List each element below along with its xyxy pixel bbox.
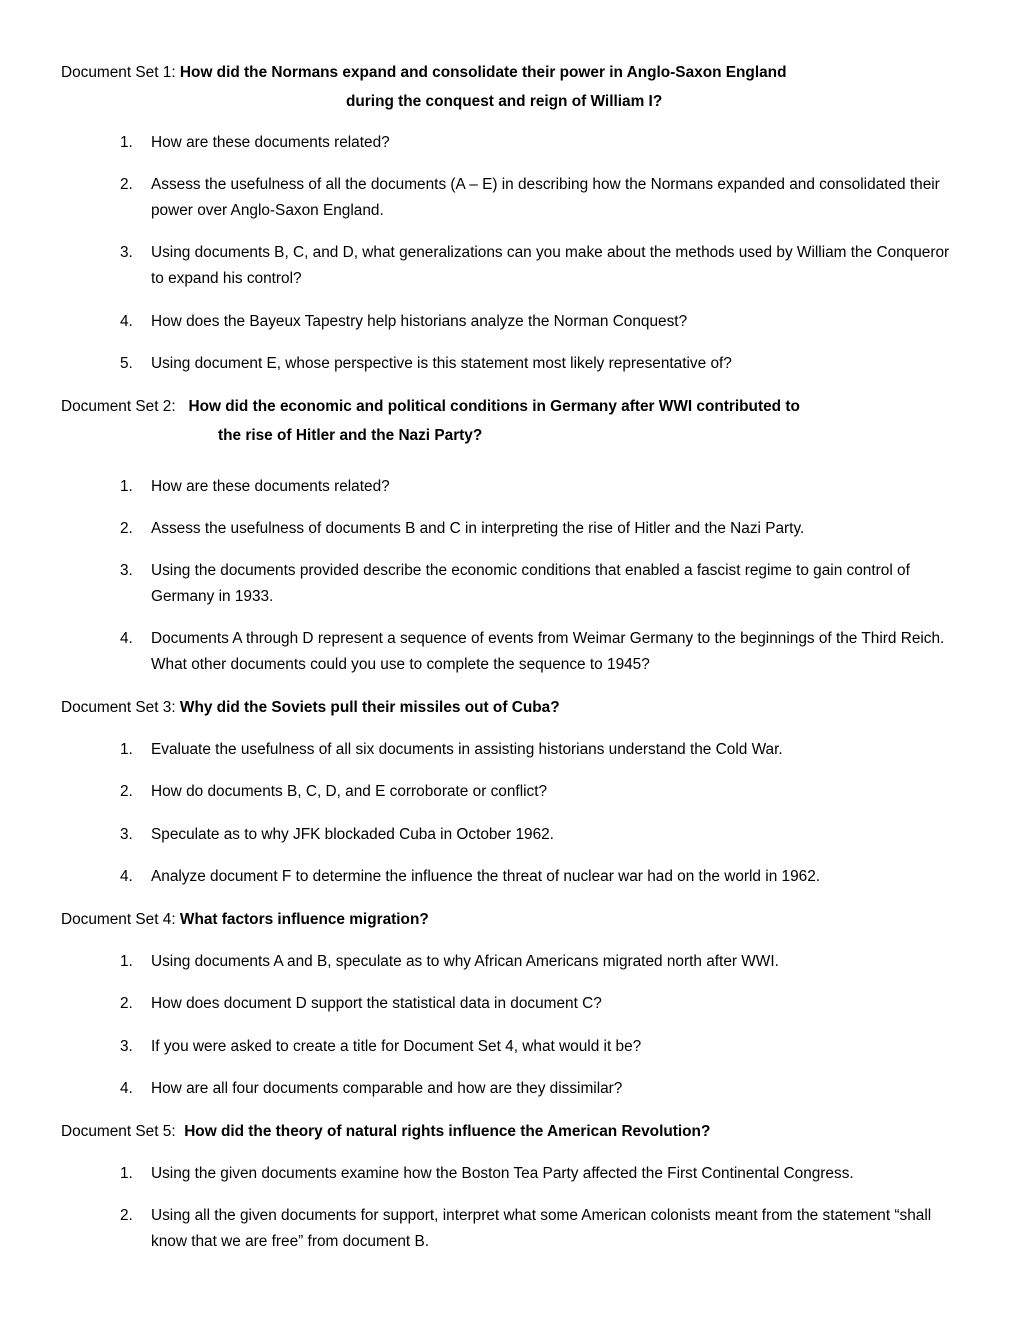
question-text: Assess the usefulness of all the documents (A – E) in describing how the Normans expanded and consolidated their power over Anglo-Saxon England. <box>151 176 940 219</box>
question-number: 1. <box>120 478 133 495</box>
question-number: 2. <box>120 995 133 1012</box>
question-text: How are these documents related? <box>151 134 390 151</box>
set-2-heading <box>61 393 800 421</box>
question-number: 4. <box>120 1080 133 1097</box>
set-2-question-2 <box>120 516 950 542</box>
question-text: How are these documents related? <box>151 478 390 495</box>
question-text: Using documents A and B, speculate as to why African Americans migrated north after WWI. <box>151 953 779 970</box>
question-number: 2. <box>120 176 133 193</box>
set-1-question-5 <box>120 351 950 377</box>
set-5-question: How did the theory of natural rights influence the American Revolution? <box>184 1123 711 1140</box>
set-2-question-4 <box>120 626 950 678</box>
question-number: 1. <box>120 134 133 151</box>
question-text: Evaluate the usefulness of all six documents in assisting historians understand the Cold War. <box>151 741 783 758</box>
question-text: How do documents B, C, D, and E corroborate or conflict? <box>151 783 548 800</box>
question-number: 1. <box>120 953 133 970</box>
question-number: 2. <box>120 520 133 537</box>
set-5-heading <box>61 1118 710 1146</box>
set-1-question-1 <box>120 130 950 156</box>
question-text: Speculate as to why JFK blockaded Cuba in October 1962. <box>151 826 554 843</box>
question-number: 1. <box>120 1165 133 1182</box>
question-text: If you were asked to create a title for Document Set 4, what would it be? <box>151 1038 642 1055</box>
question-text: Using the given documents examine how the Boston Tea Party affected the First Continental Congress. <box>151 1165 854 1182</box>
question-text: Documents A through D represent a sequence of events from Weimar Germany to the beginnings of the Third Reich. What other documents could you use to complete the sequence to 1945? <box>151 630 945 673</box>
set-2-question-line2: the rise of Hitler and the Nazi Party? <box>218 427 483 444</box>
question-text: Using documents B, C, and D, what generalizations can you make about the methods used by William the Conqueror to expand his control? <box>151 244 950 287</box>
set-1-question-2 <box>120 172 950 224</box>
question-text: How does the Bayeux Tapestry help historians analyze the Norman Conquest? <box>151 313 688 330</box>
question-number: 3. <box>120 1038 133 1055</box>
set-3-heading <box>61 694 560 722</box>
set-3-question: Why did the Soviets pull their missiles out of Cuba? <box>179 699 560 716</box>
set-4-question-1 <box>120 949 950 975</box>
set-5-question-2 <box>120 1203 950 1255</box>
set-4-question-3 <box>120 1034 950 1060</box>
set-2-question-3 <box>120 558 950 610</box>
question-number: 4. <box>120 868 133 885</box>
set-4-label: Document Set 4: <box>61 911 180 928</box>
set-3-label: Document Set 3: <box>61 699 180 716</box>
question-number: 4. <box>120 313 133 330</box>
question-text: Using the documents provided describe the economic conditions that enabled a fascist regime to gain control of Germany in 1933. <box>151 562 910 605</box>
question-text: Using all the given documents for support, interpret what some American colonists meant from the statement “shall know that we are free” from document B. <box>151 1207 932 1250</box>
set-3-question-2 <box>120 779 950 805</box>
set-2-label: Document Set 2: <box>61 398 189 415</box>
question-text: How does document D support the statistical data in document C? <box>151 995 602 1012</box>
question-text: How are all four documents comparable and how are they dissimilar? <box>151 1080 623 1097</box>
set-4-heading <box>61 906 429 934</box>
question-number: 2. <box>120 783 133 800</box>
question-number: 2. <box>120 1207 133 1224</box>
set-1-question-line1: How did the Normans expand and consolidate their power in Anglo-Saxon England <box>179 64 787 81</box>
set-4-question: What factors influence migration? <box>179 911 429 928</box>
set-2-question-1 <box>120 474 950 500</box>
question-text: Analyze document F to determine the influence the threat of nuclear war had on the world in 1962. <box>151 868 821 885</box>
set-3-question-1 <box>120 737 950 763</box>
set-5-label: Document Set 5: <box>61 1123 185 1140</box>
set-5-question-1 <box>120 1161 950 1187</box>
question-text: Assess the usefulness of documents B and C in interpreting the rise of Hitler and the Nazi Party. <box>151 520 805 537</box>
set-1-question-line2: during the conquest and reign of William I? <box>346 93 663 110</box>
question-number: 4. <box>120 630 133 647</box>
set-1-question-3 <box>120 240 950 292</box>
question-text: Using document E, whose perspective is this statement most likely representative of? <box>151 355 732 372</box>
question-number: 1. <box>120 741 133 758</box>
set-3-question-3 <box>120 822 950 848</box>
set-1-question-4 <box>120 309 950 335</box>
set-1-heading <box>61 59 786 87</box>
set-2-question-line1: How did the economic and political conditions in Germany after WWI contributed to <box>188 398 800 415</box>
set-1-label: Document Set 1: <box>61 64 180 81</box>
set-4-question-2 <box>120 991 950 1017</box>
question-number: 3. <box>120 244 133 261</box>
question-number: 3. <box>120 562 133 579</box>
set-3-question-4 <box>120 864 950 890</box>
question-number: 5. <box>120 355 133 372</box>
question-number: 3. <box>120 826 133 843</box>
set-4-question-4 <box>120 1076 950 1102</box>
